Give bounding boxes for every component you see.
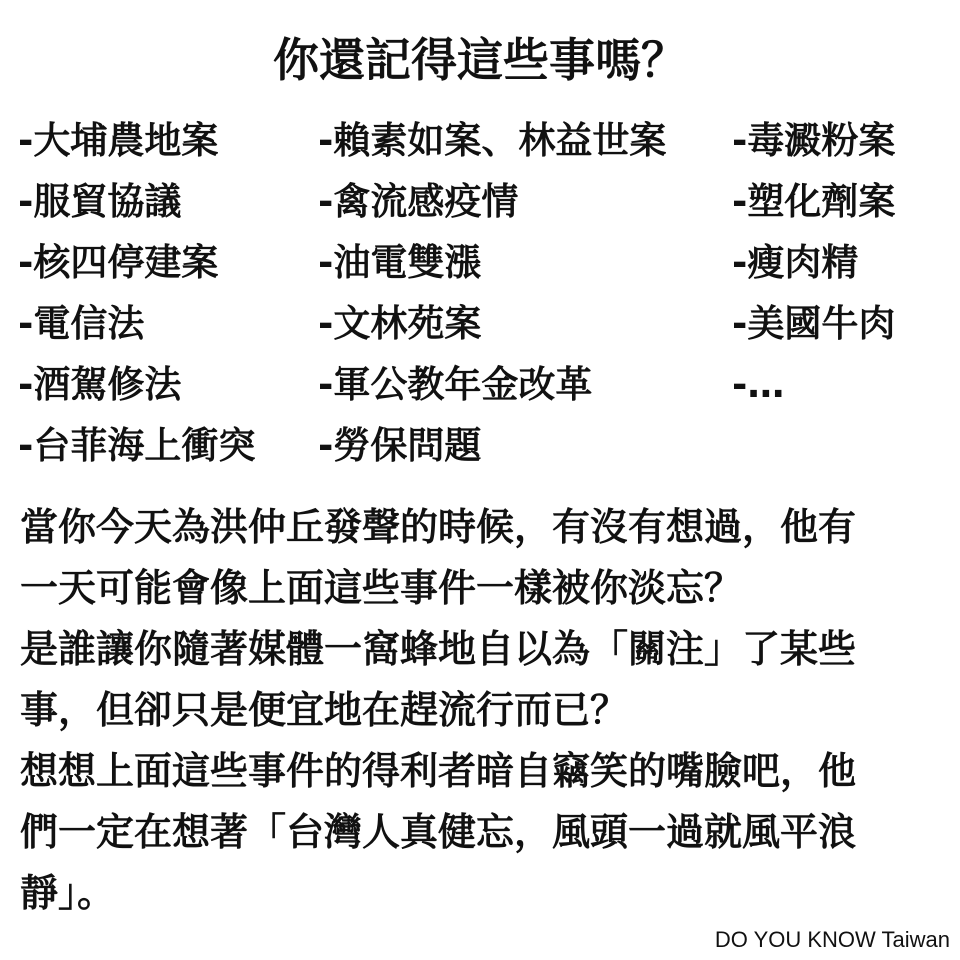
- event-list: [18, 110, 948, 480]
- paragraph-line: 們一定在想著「台灣人真健忘，風頭一過就風平浪: [20, 810, 857, 854]
- event-item: -毒澱粉案: [732, 119, 896, 162]
- paragraph-line: 事，但卻只是便宜地在趕流行而已？: [20, 688, 629, 732]
- event-item: -文林苑案: [318, 302, 482, 345]
- body-paragraph: [20, 497, 950, 924]
- paragraph-line: 當你今天為洪仲丘發聲的時候，有沒有想過，他有: [20, 505, 857, 549]
- event-item: -瘦肉精: [732, 241, 859, 284]
- event-item: -美國牛肉: [732, 302, 896, 345]
- event-column-3: [732, 110, 895, 415]
- event-item: -…: [732, 363, 785, 406]
- event-item: -勞保問題: [318, 424, 482, 467]
- event-item: -油電雙漲: [318, 241, 482, 284]
- paragraph-line: 想想上面這些事件的得利者暗自竊笑的嘴臉吧，他: [20, 749, 857, 793]
- event-item: -塑化劑案: [732, 180, 896, 223]
- event-column-1: [18, 110, 255, 476]
- page-title: 你還記得這些事嗎？: [273, 33, 687, 87]
- paragraph-line: 是誰讓你隨著媒體一窩蜂地自以為「關注」了某些: [20, 627, 857, 671]
- event-item: -電信法: [18, 302, 145, 345]
- event-item: -賴素如案、林益世案: [318, 119, 667, 162]
- event-item: -台菲海上衝突: [18, 424, 256, 467]
- event-item: -服貿協議: [18, 180, 182, 223]
- event-item: -禽流感疫情: [318, 180, 519, 223]
- paragraph-line: 一天可能會像上面這些事件一樣被你淡忘？: [20, 566, 743, 610]
- event-item: -大埔農地案: [18, 119, 219, 162]
- event-item: -酒駕修法: [18, 363, 182, 406]
- event-item: -軍公教年金改革: [318, 363, 593, 406]
- event-item: -核四停建案: [18, 241, 219, 284]
- event-column-2: [318, 110, 666, 476]
- credit-text: DO YOU KNOW Taiwan: [714, 927, 950, 952]
- paragraph-line: 靜」。: [20, 871, 116, 915]
